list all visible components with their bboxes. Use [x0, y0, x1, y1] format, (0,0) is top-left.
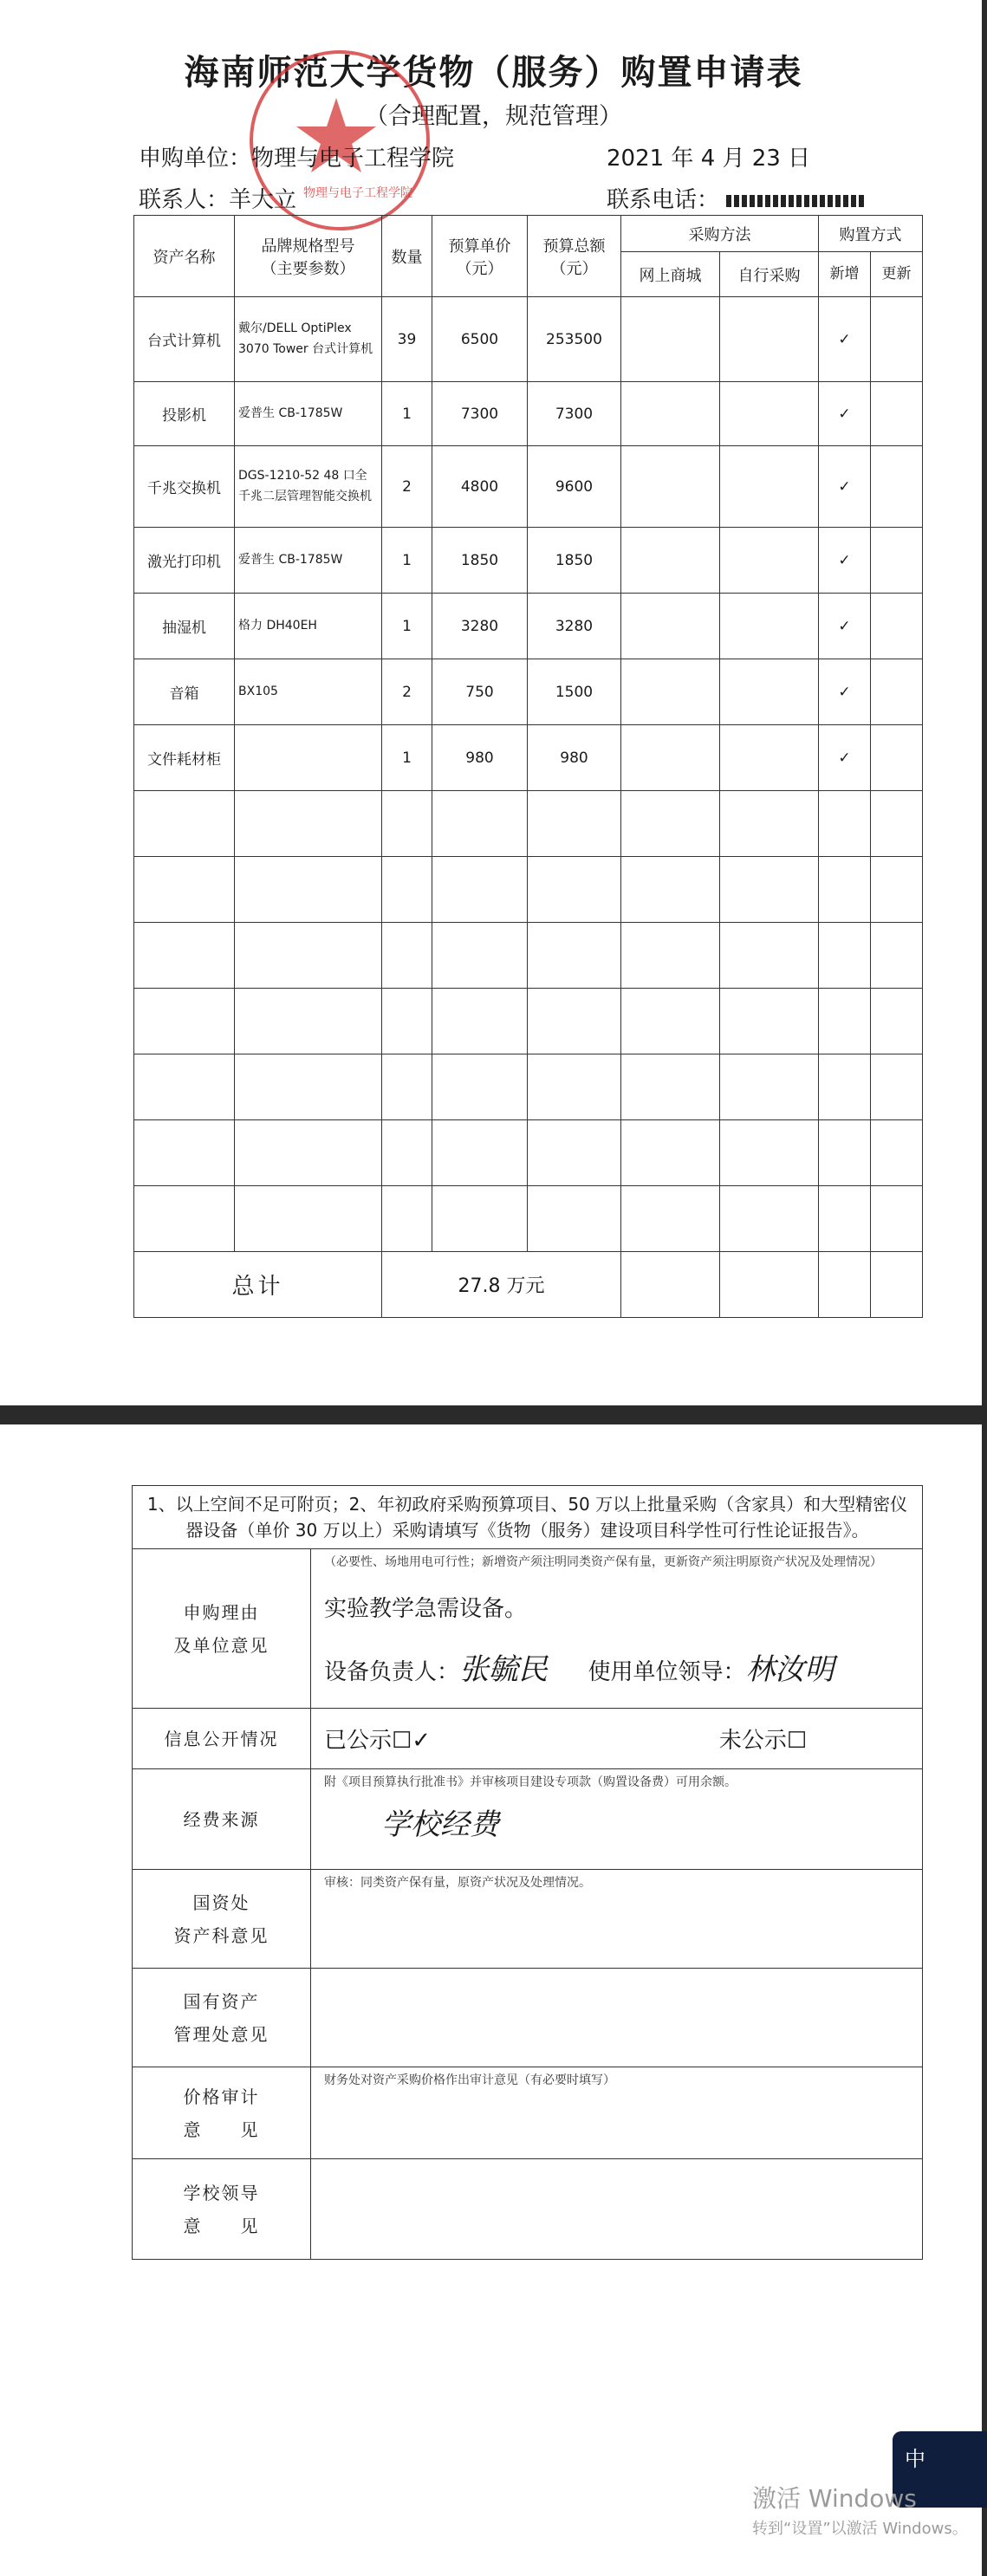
- row-self: [720, 725, 819, 791]
- row-qty: 39: [382, 297, 432, 382]
- state-asset-label: [133, 1969, 311, 2067]
- ime-badge-text: 中: [905, 2447, 925, 2471]
- row-self: [720, 446, 819, 528]
- header-total-sub: （元）: [550, 259, 598, 278]
- form-note: 1、以上空间不足可附页；2、年初政府采购预算项目、50 万以上批量采购（含家具）和大型精密仪器设备（单价 30 万以上）采购请填写《货物（服务）建设项目科学性可行性论证报告》。: [133, 1486, 923, 1549]
- row-replace: [871, 446, 923, 528]
- row-asset: 文件耗材柜: [134, 725, 235, 791]
- reason-label-1: 申购理由: [183, 1601, 260, 1623]
- asset-dept-note: 审核：同类资产保有量，原资产状况及处理情况。: [324, 1876, 591, 1890]
- asset-dept-cell: [311, 1870, 923, 1969]
- total-label: 总计: [134, 1252, 382, 1318]
- reason-note: （必要性、场地用电可行性；新增资产须注明同类资产保有量，更新资产须注明原资产状况及处理情况）: [324, 1555, 882, 1569]
- header-total-main: 预算总额: [542, 237, 606, 256]
- row-unit: 4800: [432, 446, 528, 528]
- header-replace: 更新: [871, 252, 923, 297]
- reason-label-2: 及单位意见: [173, 1634, 269, 1656]
- leader-label: 使用单位领导：: [588, 1659, 746, 1685]
- empty-row: [134, 989, 923, 1054]
- row-total: 1500: [528, 659, 621, 725]
- row-brand: BX105: [235, 659, 382, 725]
- row-qty: 1: [382, 528, 432, 594]
- row-brand: 爱普生 CB-1785W: [235, 382, 382, 446]
- table-row: [134, 594, 923, 659]
- fund-note: 附《项目预算执行批准书》并审核项目建设专项款（购置设备费）可用余额。: [324, 1775, 737, 1789]
- asset-dept-label-1: 国资处: [192, 1891, 250, 1913]
- row-asset: 激光打印机: [134, 528, 235, 594]
- table-row: [134, 659, 923, 725]
- row-unit: 980: [432, 725, 528, 791]
- row-new-check: ✓: [819, 382, 871, 446]
- row-online: [621, 528, 720, 594]
- header-brand: [235, 216, 382, 297]
- applicant-unit-value: 物理与电子工程学院: [251, 146, 455, 172]
- header-total: [528, 216, 621, 297]
- header-asset-name: 资产名称: [134, 216, 235, 297]
- row-asset: 投影机: [134, 382, 235, 446]
- row-online: [621, 446, 720, 528]
- table-row: [134, 382, 923, 446]
- row-asset: 台式计算机: [134, 297, 235, 382]
- table-row: [134, 528, 923, 594]
- phone-label: 联系电话：: [607, 187, 720, 213]
- row-brand: 爱普生 CB-1785W: [235, 528, 382, 594]
- row-asset: 千兆交换机: [134, 446, 235, 528]
- total-value: 27.8 万元: [382, 1252, 621, 1318]
- fund-handwritten: 学校经费: [381, 1807, 499, 1842]
- row-qty: 1: [382, 594, 432, 659]
- row-replace: [871, 528, 923, 594]
- info-label: 信息公开情况: [133, 1709, 311, 1769]
- row-replace: [871, 725, 923, 791]
- asset-dept-label: [133, 1870, 311, 1969]
- info-cell: [311, 1709, 923, 1769]
- empty-row: [134, 1120, 923, 1186]
- contact-person: [139, 182, 296, 214]
- applicant-unit-label: 申购单位：: [139, 146, 252, 172]
- info-unpublished: 未公示☐: [718, 1728, 808, 1754]
- empty-row: [134, 1054, 923, 1120]
- total-row: [134, 1252, 923, 1318]
- form-subtitle: （合理配置，规范管理）: [365, 103, 622, 130]
- school-leader-label-1: 学校领导: [183, 2182, 260, 2203]
- header-online: 网上商城: [621, 252, 720, 297]
- empty-row: [134, 923, 923, 989]
- row-new-check: ✓: [819, 297, 871, 382]
- empty-row: [134, 1186, 923, 1252]
- row-replace: [871, 594, 923, 659]
- signature-line: [312, 1645, 921, 1688]
- asset-dept-label-2: 资产科意见: [173, 1924, 269, 1946]
- row-total: 9600: [528, 446, 621, 528]
- row-self: [720, 528, 819, 594]
- table-row: [134, 446, 923, 528]
- row-qty: 1: [382, 382, 432, 446]
- reason-text: 实验教学急需设备。: [324, 1596, 528, 1622]
- empty-row: [134, 857, 923, 923]
- header-quantity: 数量: [382, 216, 432, 297]
- state-asset-label-1: 国有资产: [183, 1990, 260, 2012]
- table-row: [134, 297, 923, 382]
- row-self: [720, 297, 819, 382]
- row-total: 1850: [528, 528, 621, 594]
- row-brand: DGS-1210-52 48 口全千兆二层管理智能交换机: [235, 446, 382, 528]
- row-total: 253500: [528, 297, 621, 382]
- reason-cell: [311, 1549, 923, 1709]
- row-unit: 6500: [432, 297, 528, 382]
- contact-phone: [607, 182, 865, 214]
- price-audit-note: 财务处对资产采购价格作出审计意见（有必要时填写）: [324, 2073, 615, 2087]
- price-audit-label: [133, 2067, 311, 2159]
- school-leader-cell: [311, 2159, 923, 2260]
- contact-value: 羊大立: [229, 187, 297, 213]
- table-row: [134, 725, 923, 791]
- row-self: [720, 594, 819, 659]
- row-total: 3280: [528, 594, 621, 659]
- row-new-check: ✓: [819, 659, 871, 725]
- row-new-check: ✓: [819, 594, 871, 659]
- row-qty: 2: [382, 659, 432, 725]
- row-new-check: ✓: [819, 446, 871, 528]
- row-online: [621, 725, 720, 791]
- row-asset: 音箱: [134, 659, 235, 725]
- page-separator: [0, 1405, 987, 1424]
- row-unit: 750: [432, 659, 528, 725]
- row-total: 980: [528, 725, 621, 791]
- state-asset-label-2: 管理处意见: [173, 2023, 269, 2045]
- reason-label: [133, 1549, 311, 1709]
- row-brand: 格力 DH40EH: [235, 594, 382, 659]
- header-mode: 购置方式: [819, 216, 923, 252]
- form-title: 海南师范大学货物（服务）购置申请表: [184, 53, 803, 93]
- school-leader-label: [133, 2159, 311, 2260]
- row-new-check: ✓: [819, 725, 871, 791]
- school-leader-label-2: 意 见: [183, 2215, 260, 2236]
- header-unit-price-sub: （元）: [456, 259, 503, 278]
- header-new: 新增: [819, 252, 871, 297]
- row-brand: 戴尔/DELL OptiPlex 3070 Tower 台式计算机: [235, 297, 382, 382]
- row-qty: 2: [382, 446, 432, 528]
- row-total: 7300: [528, 382, 621, 446]
- applicant-unit: [139, 140, 454, 172]
- row-self: [720, 659, 819, 725]
- manager-label: 设备负责人：: [324, 1659, 460, 1685]
- price-audit-cell: [311, 2067, 923, 2159]
- stamp-text: 物理与电子工程学院: [303, 186, 412, 200]
- row-replace: [871, 659, 923, 725]
- fund-label: 经费来源: [133, 1769, 311, 1870]
- price-audit-label-1: 价格审计: [183, 2086, 260, 2107]
- header-unit-price-main: 预算单价: [448, 237, 511, 256]
- header-self: 自行采购: [720, 252, 819, 297]
- contact-label: 联系人：: [139, 187, 230, 213]
- header-unit-price: [432, 216, 528, 297]
- row-asset: 抽湿机: [134, 594, 235, 659]
- header-brand-sub: （主要参数）: [261, 259, 355, 278]
- activation-watermark-title: 激活 Windows: [752, 2484, 917, 2513]
- row-unit: 1850: [432, 528, 528, 594]
- application-table: [132, 1485, 923, 2260]
- row-online: [621, 297, 720, 382]
- row-replace: [871, 382, 923, 446]
- row-online: [621, 382, 720, 446]
- manager-signature: 张毓民: [459, 1652, 549, 1687]
- row-self: [720, 382, 819, 446]
- phone-redacted: [726, 195, 865, 207]
- header-method: 采购方法: [621, 216, 819, 252]
- row-unit: 7300: [432, 382, 528, 446]
- info-published: 已公示☐✓: [324, 1728, 432, 1754]
- purchase-items-table: [133, 215, 923, 1318]
- row-brand: [235, 725, 382, 791]
- leader-signature: 林汝明: [745, 1652, 834, 1687]
- row-replace: [871, 297, 923, 382]
- fund-cell: [311, 1769, 923, 1870]
- row-online: [621, 594, 720, 659]
- row-unit: 3280: [432, 594, 528, 659]
- row-qty: 1: [382, 725, 432, 791]
- price-audit-label-2: 意 见: [183, 2119, 260, 2140]
- form-date: 2021 年 4 月 23 日: [607, 146, 811, 172]
- row-online: [621, 659, 720, 725]
- activation-watermark-text: 转到“设置”以激活 Windows。: [752, 2520, 968, 2538]
- header-brand-main: 品牌规格型号: [261, 237, 355, 256]
- state-asset-cell: [311, 1969, 923, 2067]
- row-new-check: ✓: [819, 528, 871, 594]
- empty-row: [134, 791, 923, 857]
